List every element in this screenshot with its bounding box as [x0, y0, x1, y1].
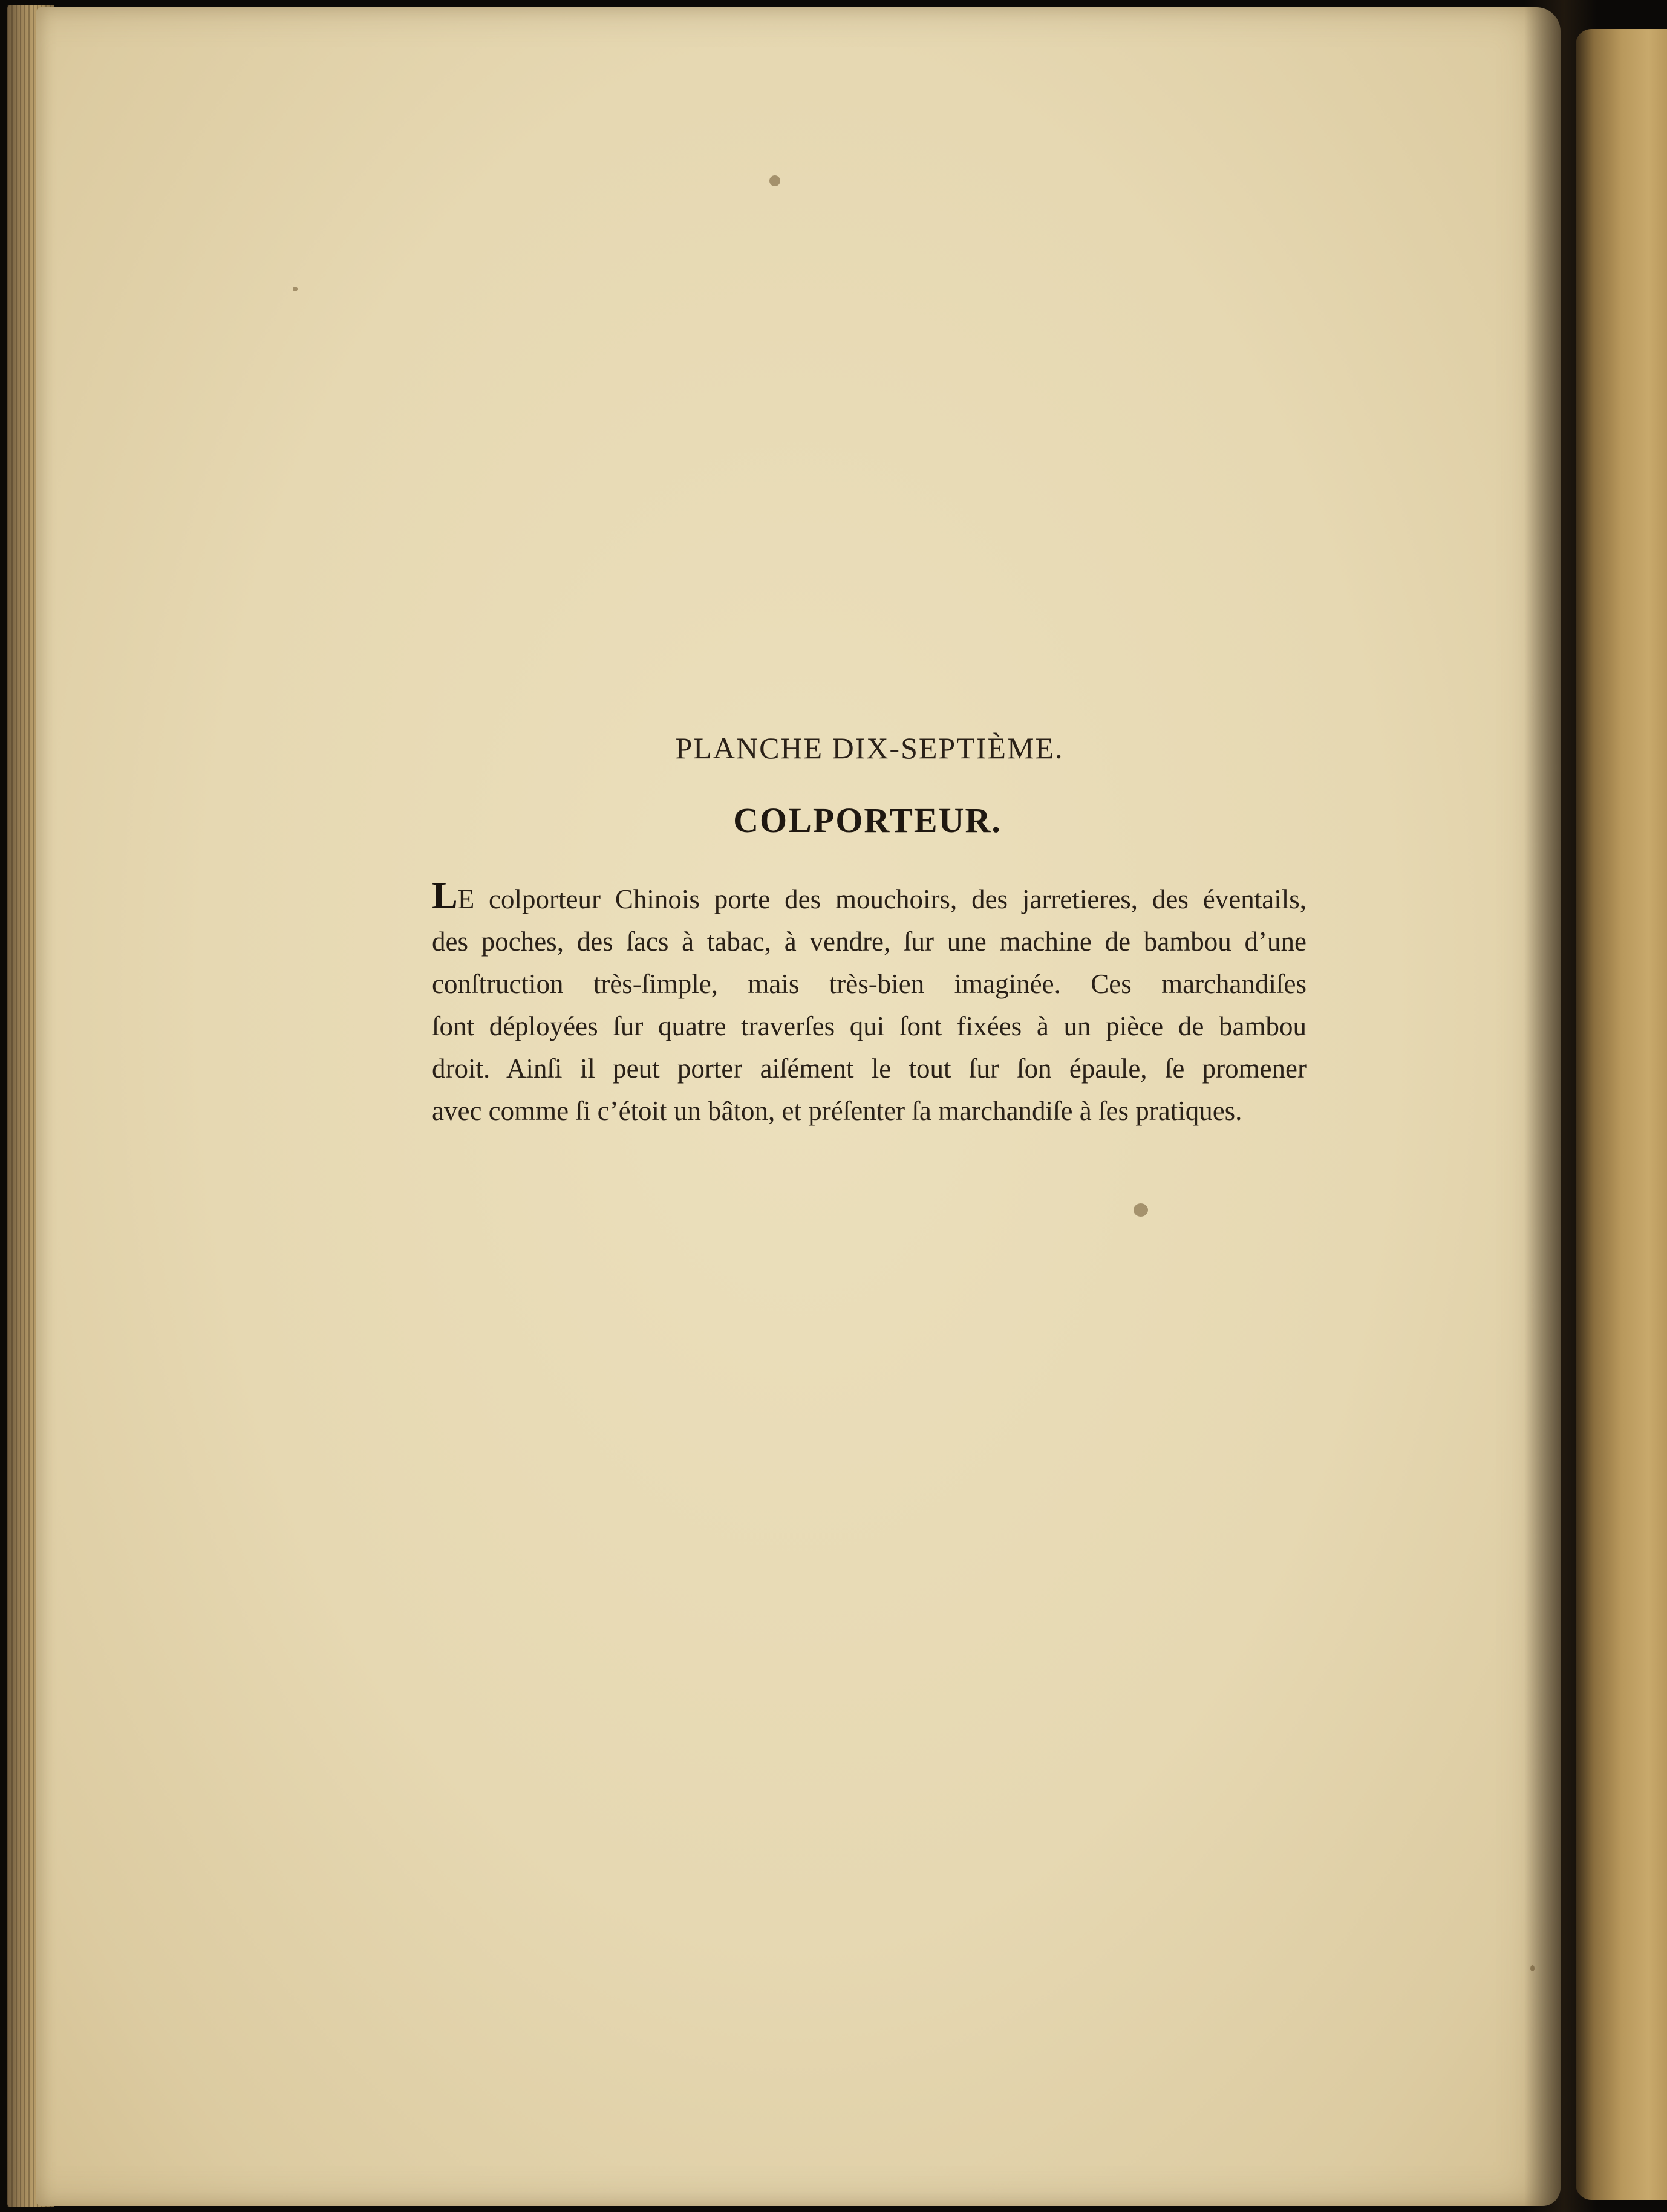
drop-cap: L	[432, 874, 458, 917]
body-line: droit. Ainſi il peut porter aiſément le tout ſur ſon épaule, ſe promener	[432, 1053, 1307, 1084]
body-line: conſtruction très-ſimple, mais très-bien imaginée. Ces marchandiſes	[432, 969, 1307, 999]
body-line: des poches, des ſacs à tabac, à vendre, ſur une machine de bambou d’une	[432, 926, 1307, 957]
body-line: ſont déployées ſur quatre traverſes qui ſont fixées à un pièce de bambou	[432, 1011, 1307, 1041]
foxing-spot	[769, 175, 780, 186]
first-line-text: E colporteur Chinois porte des mouchoirs, des jarretieres, des éventails,	[457, 884, 1307, 914]
plate-title: PLANCHE DIX-SEPTIÈME.	[675, 731, 1064, 765]
body-line: avec comme ſi c’étoit un bâton, et préſenter ſa marchandiſe à ſes pratiques.	[432, 1096, 1242, 1126]
body-line	[432, 874, 1307, 920]
foxing-spot	[1134, 1203, 1148, 1217]
facing-page-edge	[1576, 29, 1667, 2200]
subject-title: COLPORTEUR.	[733, 801, 1002, 840]
body-paragraph	[432, 874, 1307, 1132]
foxing-spot	[293, 287, 298, 291]
